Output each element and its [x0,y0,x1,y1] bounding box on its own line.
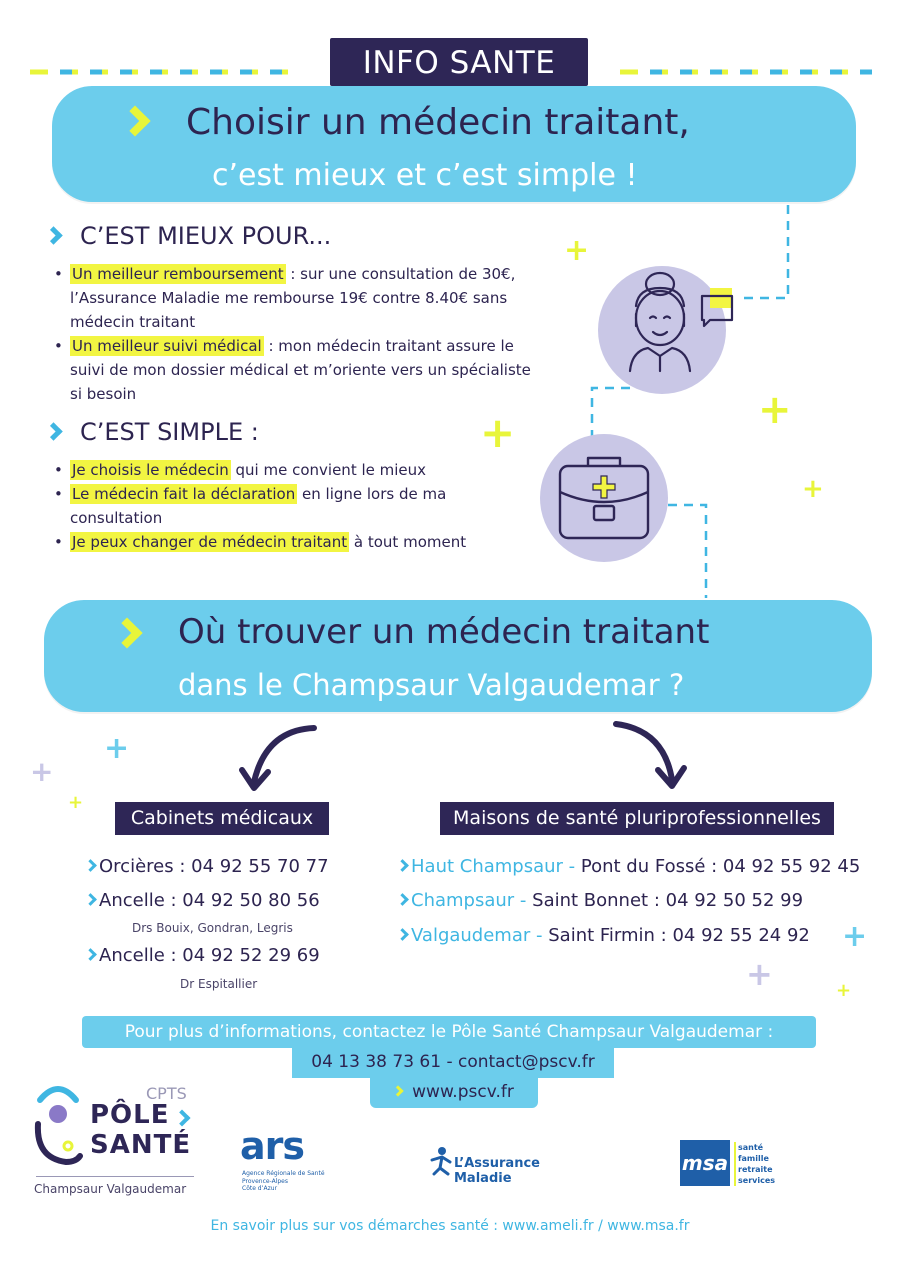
pole-sante-rule [36,1176,194,1177]
banner-choisir-line1: Choisir un médecin traitant, [186,102,690,143]
logo-ars [240,1124,340,1192]
msa-words: santé famille retraite services [734,1142,775,1186]
pole-sante-line2: SANTÉ [90,1130,192,1160]
plus-icon: + [836,980,852,1001]
ars-wordmark: ars [240,1124,305,1168]
plus-icon: + [746,955,773,993]
table-row: Valgaudemar - Saint Firmin : 04 92 55 24 92 [398,925,810,946]
doctor-icon [598,266,738,394]
assurance-maladie-figure-icon [428,1146,454,1176]
cabinet-note: Dr Espitallier [180,977,258,991]
plus-icon: + [842,919,868,954]
maisons-title: Maisons de santé pluriprofessionnelles [440,802,834,835]
chevron-right-icon [84,948,97,961]
logo-pole-sante [30,1080,200,1196]
cabinets-title: Cabinets médicaux [115,802,329,835]
chevron-right-icon [396,893,409,906]
plus-icon: + [480,408,516,457]
plus-icon: + [30,755,54,788]
msa-mark: msa [680,1140,730,1186]
plus-icon: + [104,731,130,766]
logo-assurance-maladie [428,1142,548,1188]
chevron-right-icon [174,1110,191,1127]
ars-sub1: Agence Régionale de Santé [242,1170,325,1177]
list-item: • Le médecin fait la déclaration en ligne lors de ma consultation [52,482,522,530]
chevron-right-icon [396,928,409,941]
list-item: • Un meilleur suivi médical : mon médecin traitant assure le suivi de mon dossier médical et m’oriente vers un spécialiste si besoin [52,334,572,406]
banner-ou-trouver-line2: dans le Champsaur Valgaudemar ? [178,668,685,702]
table-row: Orcières : 04 92 55 70 77 [86,856,329,877]
footer-links[interactable]: En savoir plus sur vos démarches santé : www.ameli.fr / www.msa.fr [210,1218,690,1234]
list-item: • Je choisis le médecin qui me convient le mieux [52,458,522,482]
contact-phone-email: 04 13 38 73 61 - contact@pscv.fr [292,1046,614,1078]
info-sante-tag: INFO SANTE [330,38,588,86]
banner-ou-trouver-line1: Où trouver un médecin traitant [178,612,710,652]
assurance-line2: Maladie [454,1171,512,1186]
plus-icon: + [68,792,84,813]
pole-sante-cpts: CPTS [146,1084,187,1103]
logo-msa [680,1140,786,1188]
plus-icon: + [758,387,792,433]
chevron-right-icon [84,893,97,906]
pole-sante-figure-icon [30,1080,86,1170]
table-row: Ancelle : 04 92 50 80 56 [86,890,320,911]
table-row: Champsaur - Saint Bonnet : 04 92 50 52 99 [398,890,803,911]
contact-website[interactable]: www.pscv.fr [370,1076,538,1108]
pole-sante-sub: Champsaur Valgaudemar [34,1182,187,1196]
section-title-simple: C’EST SIMPLE : [80,418,259,446]
contact-info-line: Pour plus d’informations, contactez le Pôle Santé Champsaur Valgaudemar : [82,1016,816,1048]
table-row: Ancelle : 04 92 52 29 69 [86,945,320,966]
arrow-right-icon [610,718,690,794]
assurance-line1: L’Assurance [454,1156,540,1171]
ars-sub2: Provence-Alpes [242,1178,288,1185]
chevron-right-icon [111,617,142,648]
banner-ou-trouver [44,600,872,712]
list-item: • Je peux changer de médecin traitant à tout moment [52,530,522,554]
chevron-right-icon [84,859,97,872]
banner-choisir-line2: c’est mieux et c’est simple ! [212,158,638,193]
plus-icon: + [802,474,824,504]
plus-icon: + [564,233,590,268]
ars-sub3: Côte d’Azur [242,1185,278,1192]
connector-dashes [0,0,900,600]
cabinet-note: Drs Bouix, Gondran, Legris [132,921,293,935]
section-title-mieux: C’EST MIEUX POUR... [80,222,332,250]
arrow-left-icon [236,722,326,796]
table-row: Haut Champsaur - Pont du Fossé : 04 92 55 92 45 [398,856,860,877]
chevron-right-icon [396,859,409,872]
medical-briefcase-icon [540,434,668,562]
chevron-right-icon [392,1085,403,1096]
pole-sante-line1: PÔLE [90,1100,170,1130]
list-item: • Un meilleur remboursement : sur une consultation de 30€, l’Assurance Maladie me rembourse 19€ contre 8.40€ sans médecin traitant [52,262,572,334]
